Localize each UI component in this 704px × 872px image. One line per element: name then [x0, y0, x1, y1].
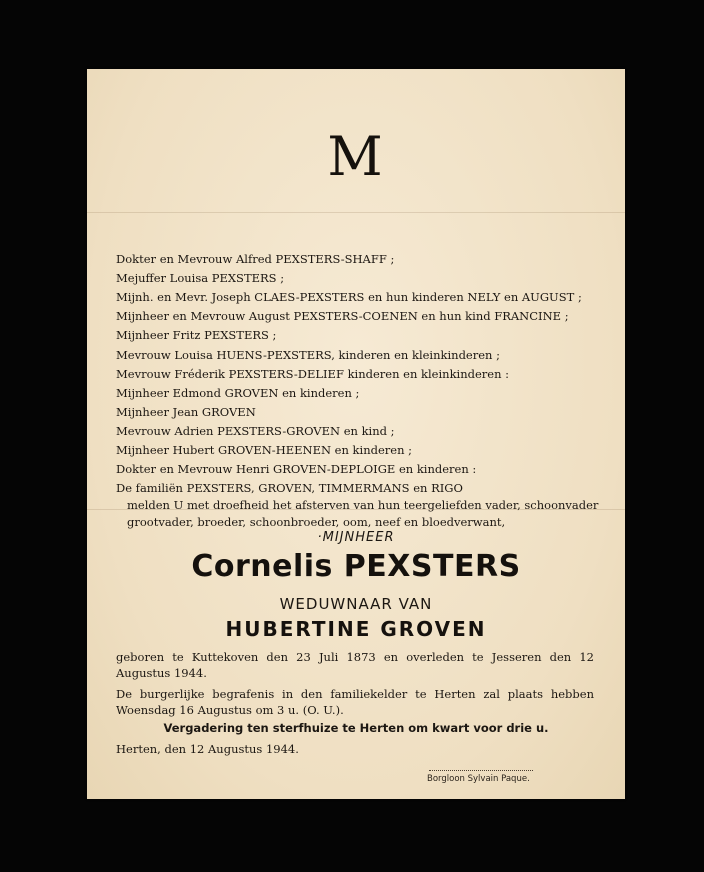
- deceased-name: Cornelis PEXSTERS: [191, 549, 521, 584]
- meeting-text: Vergadering ten sterfhuize te Herten om kwart voor drie u.: [163, 721, 549, 735]
- mourner-line: Mijnheer Fritz PEXSTERS ;: [116, 328, 277, 342]
- mourner-line: Mevrouw Adrien PEXSTERS-GROVEN en kind ;: [116, 424, 395, 438]
- funeral-text: De burgerlijke begrafenis in den familiekelder te Herten zal plaats hebben Woensdag 16 Augustus om 3 u. (O. U.).: [116, 687, 594, 717]
- mourning-card: [87, 69, 625, 799]
- fold-line-top: [87, 212, 625, 213]
- printer-credit: Borgloon Sylvain Paque.: [427, 774, 530, 784]
- widower-label: WEDUWNAAR VAN: [279, 595, 433, 613]
- mourner-line: Mijnheer en Mevrouw August PEXSTERS-COENEN en hun kind FRANCINE ;: [116, 309, 569, 323]
- spouse-name: HUBERTINE GROVEN: [225, 617, 487, 641]
- mourner-line: De familiën PEXSTERS, GROVEN, TIMMERMANS en RIGO: [116, 481, 463, 495]
- decorative-initial: M: [327, 125, 385, 188]
- announcement-line: grootvader, broeder, schoonbroeder, oom, neef en bloedverwant,: [127, 515, 506, 529]
- announcement-line: melden U met droefheid het afsterven van hun teergeliefden vader, schoonvader: [127, 498, 599, 512]
- mourner-line: Dokter en Mevrouw Alfred PEXSTERS-SHAFF ;: [116, 252, 395, 266]
- place-date: Herten, den 12 Augustus 1944.: [116, 742, 299, 756]
- mourner-line: Mijnh. en Mevr. Joseph CLAES-PEXSTERS en hun kinderen NELY en AUGUST ;: [116, 290, 582, 304]
- title-label: ·MIJNHEER: [317, 530, 395, 545]
- mourner-line: Dokter en Mevrouw Henri GROVEN-DEPLOIGE en kinderen :: [116, 462, 477, 476]
- printer-rule: [429, 770, 533, 771]
- mourner-line: Mevrouw Louisa HUENS-PEXSTERS, kinderen en kleinkinderen ;: [116, 348, 500, 362]
- mourner-line: Mejuffer Louisa PEXSTERS ;: [116, 271, 285, 285]
- mourner-line: Mijnheer Jean GROVEN: [116, 405, 256, 419]
- birth-death-text: geboren te Kuttekoven den 23 Juli 1873 en overleden te Jesseren den 12 Augustus 1944.: [116, 650, 594, 680]
- mourner-line: Mevrouw Fréderik PEXSTERS-DELIEF kinderen en kleinkinderen :: [116, 367, 510, 381]
- mourner-line: Mijnheer Hubert GROVEN-HEENEN en kinderen ;: [116, 443, 413, 457]
- mourner-line: Mijnheer Edmond GROVEN en kinderen ;: [116, 386, 360, 400]
